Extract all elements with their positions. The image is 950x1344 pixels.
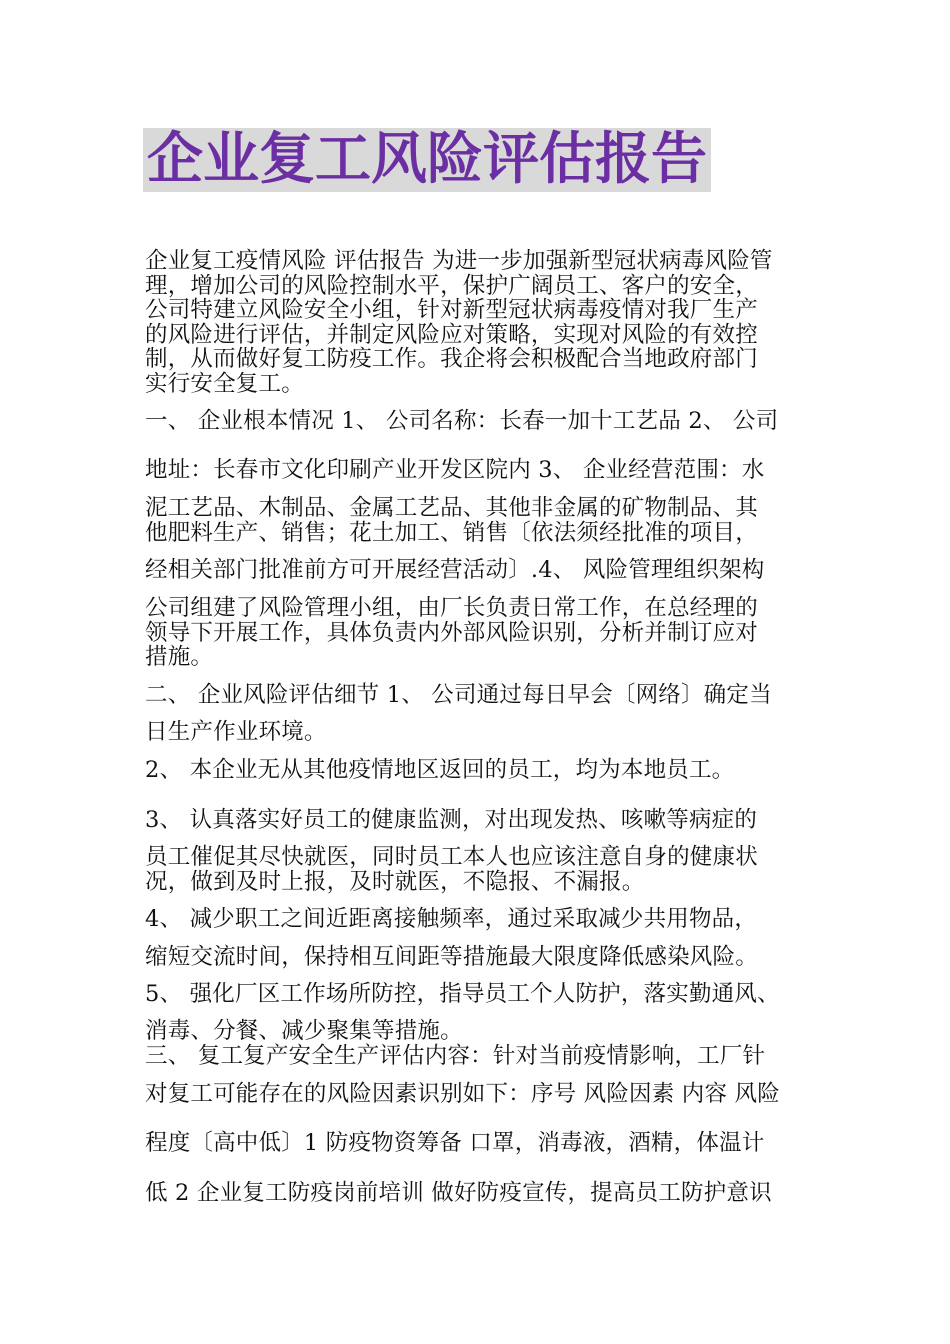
paragraph-line: 他肥料生产、销售；花土加工、销售〔依法须经批准的项目， — [145, 520, 758, 546]
section-heading-line: 一、 企业根本情况 1、 公司名称：长春一加十工艺品 2、 公司 — [145, 408, 779, 434]
paragraph-line: 日生产作业环境。 — [145, 719, 327, 745]
paragraph-line: 的风险进行评估，并制定风险应对策略，实现对风险的有效控 — [145, 322, 758, 348]
paragraph-line: 况，做到及时上报，及时就医，不隐报、不漏报。 — [145, 869, 645, 895]
list-item-line: 3、 认真落实好员工的健康监测，对出现发热、咳嗽等病症的 — [145, 807, 758, 833]
paragraph-line: 低 2 企业复工防疫岗前培训 做好防疫宣传，提高员工防护意识 — [145, 1180, 772, 1206]
list-item-line: 4、 减少职工之间近距离接触频率，通过采取减少共用物品， — [145, 906, 758, 932]
paragraph-line: 实行安全复工。 — [145, 371, 304, 397]
section-heading-line: 三、 复工复产安全生产评估内容：针对当前疫情影响，工厂针 — [145, 1043, 766, 1069]
section-heading-line: 二、 企业风险评估细节 1、 公司通过每日早会〔网络〕确定当 — [145, 682, 772, 708]
paragraph-line: 对复工可能存在的风险因素识别如下：序号 风险因素 内容 风险 — [145, 1081, 780, 1107]
paragraph-line: 制，从而做好复工防疫工作。我企将会积极配合当地政府部门 — [145, 346, 758, 372]
paragraph-line: 措施。 — [145, 644, 214, 670]
paragraph-line: 程度〔高中低〕1 防疫物资筹备 口罩，消毒液，酒精，体温计 — [145, 1130, 765, 1156]
paragraph-line: 员工催促其尽快就医，同时员工本人也应该注意自身的健康状 — [145, 844, 758, 870]
paragraph-line: 经相关部门批准前方可开展经营活动〕.4、 风险管理组织架构 — [145, 557, 765, 583]
paragraph-line: 领导下开展工作，具体负责内外部风险识别，分析并制订应对 — [145, 620, 758, 646]
paragraph-line: 公司组建了风险管理小组，由厂长负责日常工作，在总经理的 — [145, 595, 758, 621]
paragraph-line: 公司特建立风险安全小组，针对新型冠状病毒疫情对我厂生产 — [145, 297, 758, 323]
paragraph-line: 地址：长春市文化印刷产业开发区院内 3、 企业经营范围：水 — [145, 457, 765, 483]
paragraph-line: 缩短交流时间，保持相互间距等措施最大限度降低感染风险。 — [145, 944, 758, 970]
list-item-line: 5、 强化厂区工作场所防控，指导员工个人防护，落实勤通风、 — [145, 981, 780, 1007]
list-item-line: 2、 本企业无从其他疫情地区返回的员工，均为本地员工。 — [145, 757, 735, 783]
document-title: 企业复工风险评估报告 — [143, 128, 711, 192]
paragraph-line: 企业复工疫情风险 评估报告 为进一步加强新型冠状病毒风险管 — [145, 248, 773, 274]
paragraph-line: 理，增加公司的风险控制水平，保护广阔员工、客户的安全， — [145, 273, 758, 299]
paragraph-line: 消毒、分餐、减少聚集等措施。 — [145, 1018, 463, 1044]
paragraph-line: 泥工艺品、木制品、金属工艺品、其他非金属的矿物制品、其 — [145, 495, 758, 521]
